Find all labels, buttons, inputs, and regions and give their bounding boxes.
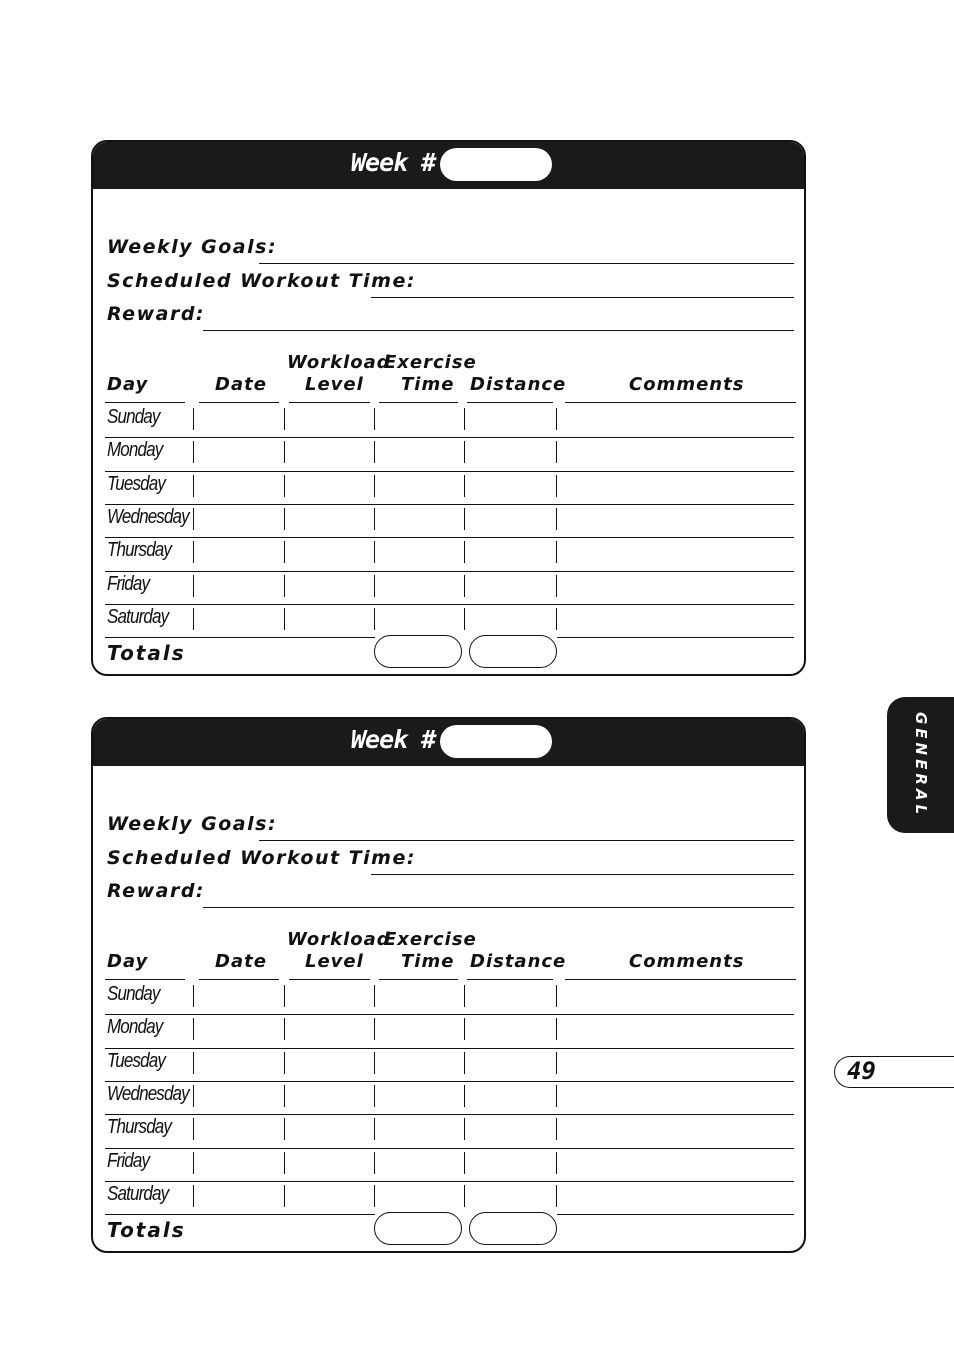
cell-divider: [284, 1052, 285, 1074]
week-header: [93, 142, 804, 189]
entry-cell[interactable]: [558, 1050, 794, 1079]
reward-label: Reward:: [107, 303, 206, 325]
cell-divider: [284, 1118, 285, 1140]
cell-divider: [464, 1185, 465, 1207]
cell-divider: [284, 608, 285, 630]
scheduled-workout-time-line[interactable]: [371, 874, 794, 875]
cell-divider: [556, 575, 557, 597]
page-number-badge: [834, 1056, 954, 1088]
cell-divider: [464, 575, 465, 597]
cell-divider: [464, 1052, 465, 1074]
day-label: Wednesday: [107, 505, 189, 528]
entry-cell[interactable]: [466, 606, 554, 635]
day-label: Sunday: [107, 983, 160, 1005]
entry-cell[interactable]: [376, 1183, 462, 1212]
cell-divider: [556, 1052, 557, 1074]
cell-divider: [193, 1118, 194, 1140]
col-head-underline: [105, 979, 185, 980]
entry-cell[interactable]: [195, 1083, 282, 1112]
row-line: [557, 1214, 794, 1215]
section-tab-label: GENERAL: [911, 711, 930, 819]
cell-divider: [193, 608, 194, 630]
cell-divider: [193, 575, 194, 597]
weekly-goals-label: Weekly Goals:: [107, 813, 278, 835]
entry-cell[interactable]: [558, 606, 794, 635]
entry-cell[interactable]: [376, 506, 462, 535]
week-card-1: [91, 140, 806, 676]
col-head-underline: [565, 402, 796, 403]
total-exercise-time-field[interactable]: [374, 1212, 462, 1245]
entry-cell[interactable]: [286, 439, 372, 468]
col-head-underline: [289, 979, 370, 980]
cell-divider: [193, 508, 194, 530]
row-line: [105, 571, 794, 572]
cell-divider: [284, 1152, 285, 1174]
col-head-exercise-2: Time: [401, 951, 455, 972]
col-head-workload-2: Level: [305, 951, 364, 972]
col-head-day: Day: [107, 374, 149, 395]
entry-cell[interactable]: [286, 1016, 372, 1045]
entry-cell[interactable]: [286, 606, 372, 635]
week-header: [93, 719, 804, 766]
entry-cell[interactable]: [376, 1050, 462, 1079]
entry-cell[interactable]: [558, 406, 794, 435]
entry-cell[interactable]: [195, 573, 282, 602]
entry-cell[interactable]: [286, 1150, 372, 1179]
row-line: [105, 1114, 794, 1115]
day-label: Sunday: [107, 406, 160, 428]
cell-divider: [464, 1018, 465, 1040]
cell-divider: [556, 608, 557, 630]
cell-divider: [374, 985, 375, 1007]
entry-cell[interactable]: [466, 983, 554, 1012]
row-line: [105, 1048, 794, 1049]
cell-divider: [556, 475, 557, 497]
cell-divider: [374, 608, 375, 630]
entry-cell[interactable]: [376, 1016, 462, 1045]
cell-divider: [284, 441, 285, 463]
entry-cell[interactable]: [376, 406, 462, 435]
entry-cell[interactable]: [466, 1050, 554, 1079]
col-head-underline: [289, 402, 370, 403]
weekly-goals-label: Weekly Goals:: [107, 236, 278, 258]
col-head-underline: [565, 979, 796, 980]
row-line: [105, 1214, 375, 1215]
cell-divider: [464, 985, 465, 1007]
col-head-exercise-1: Exercise: [384, 352, 477, 373]
day-label: Saturday: [107, 605, 169, 628]
week-label: Week #: [351, 725, 436, 754]
row-line: [105, 471, 794, 472]
col-head-underline: [379, 402, 458, 403]
reward-line[interactable]: [203, 330, 794, 331]
total-distance-field[interactable]: [469, 1212, 557, 1245]
entry-cell[interactable]: [195, 1150, 282, 1179]
col-head-exercise-1: Exercise: [384, 929, 477, 950]
entry-cell[interactable]: [286, 539, 372, 568]
cell-divider: [374, 441, 375, 463]
totals-label: Totals: [107, 1218, 186, 1243]
day-label: Tuesday: [107, 472, 165, 495]
cell-divider: [556, 1185, 557, 1207]
cell-divider: [284, 985, 285, 1007]
entry-cell[interactable]: [466, 573, 554, 602]
week-number-field[interactable]: [440, 725, 552, 758]
entry-cell[interactable]: [466, 1016, 554, 1045]
day-label: Thursday: [107, 539, 172, 562]
entry-cell[interactable]: [558, 1116, 794, 1145]
cell-divider: [374, 1018, 375, 1040]
totals-label: Totals: [107, 641, 186, 666]
cell-divider: [464, 441, 465, 463]
col-head-date: Date: [215, 951, 267, 972]
entry-cell[interactable]: [558, 506, 794, 535]
entry-cell[interactable]: [466, 1116, 554, 1145]
entry-cell[interactable]: [466, 539, 554, 568]
cell-divider: [284, 408, 285, 430]
entry-cell[interactable]: [558, 473, 794, 502]
day-label: Monday: [107, 1016, 163, 1039]
entry-cell[interactable]: [376, 573, 462, 602]
cell-divider: [374, 1085, 375, 1107]
entry-cell[interactable]: [195, 406, 282, 435]
col-head-underline: [105, 402, 185, 403]
row-line: [105, 1081, 794, 1082]
entry-cell[interactable]: [195, 439, 282, 468]
col-head-workload-2: Level: [305, 374, 364, 395]
cell-divider: [193, 1152, 194, 1174]
cell-divider: [284, 541, 285, 563]
col-head-workload-1: Workload: [287, 352, 391, 373]
cell-divider: [284, 508, 285, 530]
entry-cell[interactable]: [376, 473, 462, 502]
cell-divider: [284, 475, 285, 497]
entry-cell[interactable]: [466, 439, 554, 468]
cell-divider: [284, 1018, 285, 1040]
week-number-field[interactable]: [440, 148, 552, 181]
cell-divider: [193, 1185, 194, 1207]
entry-cell[interactable]: [558, 573, 794, 602]
cell-divider: [374, 408, 375, 430]
entry-cell[interactable]: [558, 1083, 794, 1112]
entry-cell[interactable]: [286, 1116, 372, 1145]
scheduled-workout-time-label: Scheduled Workout Time:: [107, 847, 416, 869]
cell-divider: [556, 1085, 557, 1107]
day-label: Wednesday: [107, 1082, 189, 1105]
cell-divider: [193, 408, 194, 430]
cell-divider: [374, 575, 375, 597]
cell-divider: [193, 475, 194, 497]
cell-divider: [464, 1085, 465, 1107]
col-head-exercise-2: Time: [401, 374, 455, 395]
entry-cell[interactable]: [286, 1083, 372, 1112]
day-label: Friday: [107, 1149, 150, 1172]
cell-divider: [193, 1052, 194, 1074]
row-line: [105, 637, 375, 638]
cell-divider: [374, 475, 375, 497]
entry-cell[interactable]: [195, 506, 282, 535]
entry-cell[interactable]: [558, 439, 794, 468]
row-line: [557, 637, 794, 638]
cell-divider: [284, 1185, 285, 1207]
entry-cell[interactable]: [466, 406, 554, 435]
cell-divider: [374, 1118, 375, 1140]
cell-divider: [556, 541, 557, 563]
entry-cell[interactable]: [466, 473, 554, 502]
entry-cell[interactable]: [558, 539, 794, 568]
entry-cell[interactable]: [195, 1016, 282, 1045]
cell-divider: [193, 1018, 194, 1040]
section-tab: [887, 697, 954, 833]
entry-cell[interactable]: [376, 983, 462, 1012]
cell-divider: [464, 1118, 465, 1140]
entry-cell[interactable]: [195, 1116, 282, 1145]
entry-cell[interactable]: [376, 439, 462, 468]
cell-divider: [556, 985, 557, 1007]
entry-cell[interactable]: [286, 506, 372, 535]
entry-cell[interactable]: [466, 506, 554, 535]
row-line: [105, 1014, 794, 1015]
cell-divider: [374, 541, 375, 563]
total-exercise-time-field[interactable]: [374, 635, 462, 668]
row-line: [105, 604, 794, 605]
row-line: [105, 437, 794, 438]
col-head-underline: [379, 979, 458, 980]
row-line: [105, 1148, 794, 1149]
col-head-underline: [467, 402, 553, 403]
cell-divider: [556, 441, 557, 463]
cell-divider: [464, 1152, 465, 1174]
page-number: 49: [847, 1057, 876, 1085]
day-label: Monday: [107, 439, 163, 462]
day-label: Tuesday: [107, 1049, 165, 1072]
day-label: Thursday: [107, 1116, 172, 1139]
entry-cell[interactable]: [558, 983, 794, 1012]
entry-cell[interactable]: [195, 1183, 282, 1212]
entry-cell[interactable]: [286, 1183, 372, 1212]
week-card-2: [91, 717, 806, 1253]
entry-cell[interactable]: [195, 1050, 282, 1079]
cell-divider: [284, 575, 285, 597]
reward-label: Reward:: [107, 880, 206, 902]
entry-cell[interactable]: [195, 539, 282, 568]
entry-cell[interactable]: [195, 983, 282, 1012]
cell-divider: [374, 1185, 375, 1207]
weekly-goals-line[interactable]: [259, 840, 794, 841]
entry-cell[interactable]: [286, 983, 372, 1012]
day-label: Saturday: [107, 1182, 169, 1205]
col-head-underline: [199, 402, 279, 403]
cell-divider: [464, 608, 465, 630]
cell-divider: [464, 541, 465, 563]
col-head-distance: Distance: [470, 951, 567, 972]
entry-cell[interactable]: [558, 1016, 794, 1045]
day-label: Friday: [107, 572, 150, 595]
entry-cell[interactable]: [376, 606, 462, 635]
col-head-underline: [199, 979, 279, 980]
cell-divider: [464, 408, 465, 430]
entry-cell[interactable]: [195, 606, 282, 635]
weekly-goals-line[interactable]: [259, 263, 794, 264]
row-line: [105, 1181, 794, 1182]
week-label: Week #: [351, 148, 436, 177]
entry-cell[interactable]: [286, 1050, 372, 1079]
reward-line[interactable]: [203, 907, 794, 908]
cell-divider: [556, 1018, 557, 1040]
scheduled-workout-time-line[interactable]: [371, 297, 794, 298]
entry-cell[interactable]: [466, 1083, 554, 1112]
row-line: [105, 504, 794, 505]
entry-cell[interactable]: [286, 406, 372, 435]
entry-cell[interactable]: [195, 473, 282, 502]
entry-cell[interactable]: [376, 1116, 462, 1145]
col-head-workload-1: Workload: [287, 929, 391, 950]
entry-cell[interactable]: [376, 1083, 462, 1112]
entry-cell[interactable]: [376, 1150, 462, 1179]
col-head-comments: Comments: [629, 374, 745, 395]
cell-divider: [193, 1085, 194, 1107]
cell-divider: [193, 441, 194, 463]
cell-divider: [556, 1118, 557, 1140]
entry-cell[interactable]: [466, 1183, 554, 1212]
cell-divider: [374, 1052, 375, 1074]
total-distance-field[interactable]: [469, 635, 557, 668]
cell-divider: [374, 508, 375, 530]
col-head-date: Date: [215, 374, 267, 395]
cell-divider: [193, 985, 194, 1007]
entry-cell[interactable]: [558, 1183, 794, 1212]
scheduled-workout-time-label: Scheduled Workout Time:: [107, 270, 416, 292]
entry-cell[interactable]: [466, 1150, 554, 1179]
entry-cell[interactable]: [558, 1150, 794, 1179]
entry-cell[interactable]: [286, 473, 372, 502]
row-line: [105, 537, 794, 538]
cell-divider: [284, 1085, 285, 1107]
cell-divider: [374, 1152, 375, 1174]
cell-divider: [556, 508, 557, 530]
entry-cell[interactable]: [286, 573, 372, 602]
cell-divider: [556, 408, 557, 430]
col-head-underline: [467, 979, 553, 980]
cell-divider: [193, 541, 194, 563]
cell-divider: [464, 475, 465, 497]
col-head-comments: Comments: [629, 951, 745, 972]
col-head-distance: Distance: [470, 374, 567, 395]
cell-divider: [556, 1152, 557, 1174]
cell-divider: [464, 508, 465, 530]
entry-cell[interactable]: [376, 539, 462, 568]
col-head-day: Day: [107, 951, 149, 972]
